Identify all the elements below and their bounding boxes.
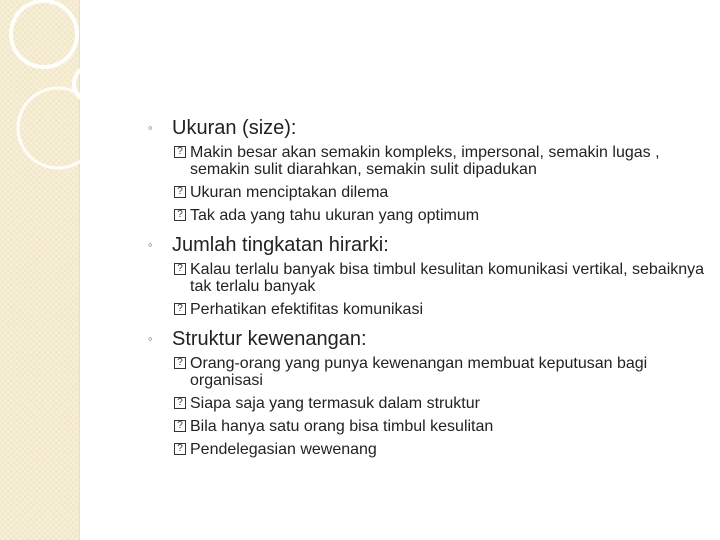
ring-bullet-icon: ◦ <box>148 237 153 252</box>
missing-glyph-box-icon: ? <box>174 146 186 158</box>
missing-glyph-box-icon: ? <box>174 397 186 409</box>
list-item-text: Siapa saja yang termasuk dalam struktur <box>190 395 480 412</box>
missing-glyph-box-icon: ? <box>174 443 186 455</box>
list-item-text: Pendelegasian wewenang <box>190 441 377 458</box>
list-item-text: Kalau terlalu banyak bisa timbul kesulitan komunikasi vertikal, sebaiknya tak terlalu banyak <box>190 261 705 295</box>
section-heading-text: Struktur kewenangan: <box>172 328 367 350</box>
list-item <box>174 395 708 412</box>
list-item <box>174 207 708 224</box>
missing-glyph-box-icon: ? <box>174 303 186 315</box>
list-item <box>174 441 708 458</box>
section-items-hirarki <box>174 261 708 318</box>
list-item-text: Makin besar akan semakin kompleks, impersonal, semakin lugas , semakin sulit diarahkan, semakin sulit dipadukan <box>190 144 660 178</box>
list-item <box>174 301 708 318</box>
missing-glyph-box-icon: ? <box>174 357 186 369</box>
section-heading-text: Jumlah tingkatan hirarki: <box>172 234 389 256</box>
list-item <box>174 144 708 178</box>
list-item-text: Perhatikan efektifitas komunikasi <box>190 301 423 318</box>
section-items-ukuran <box>174 144 708 224</box>
ring-bullet-icon: ◦ <box>148 331 153 346</box>
list-item <box>174 418 708 435</box>
section-heading-ukuran <box>148 116 708 140</box>
slide-content <box>148 116 708 467</box>
list-item <box>174 184 708 201</box>
list-item <box>174 355 708 389</box>
list-item <box>174 261 708 295</box>
section-items-kewenangan <box>174 355 708 458</box>
missing-glyph-box-icon: ? <box>174 209 186 221</box>
list-item-text: Orang-orang yang punya kewenangan membuat keputusan bagi organisasi <box>190 355 648 389</box>
missing-glyph-box-icon: ? <box>174 263 186 275</box>
section-heading-hirarki <box>148 233 708 257</box>
list-item-text: Bila hanya satu orang bisa timbul kesulitan <box>190 418 494 435</box>
list-item-text: Ukuran menciptakan dilema <box>190 184 389 201</box>
ring-bullet-icon: ◦ <box>148 120 153 135</box>
list-item-text: Tak ada yang tahu ukuran yang optimum <box>190 207 480 224</box>
missing-glyph-box-icon: ? <box>174 420 186 432</box>
section-heading-kewenangan <box>148 327 708 351</box>
section-heading-text: Ukuran (size): <box>172 117 297 139</box>
missing-glyph-box-icon: ? <box>174 186 186 198</box>
